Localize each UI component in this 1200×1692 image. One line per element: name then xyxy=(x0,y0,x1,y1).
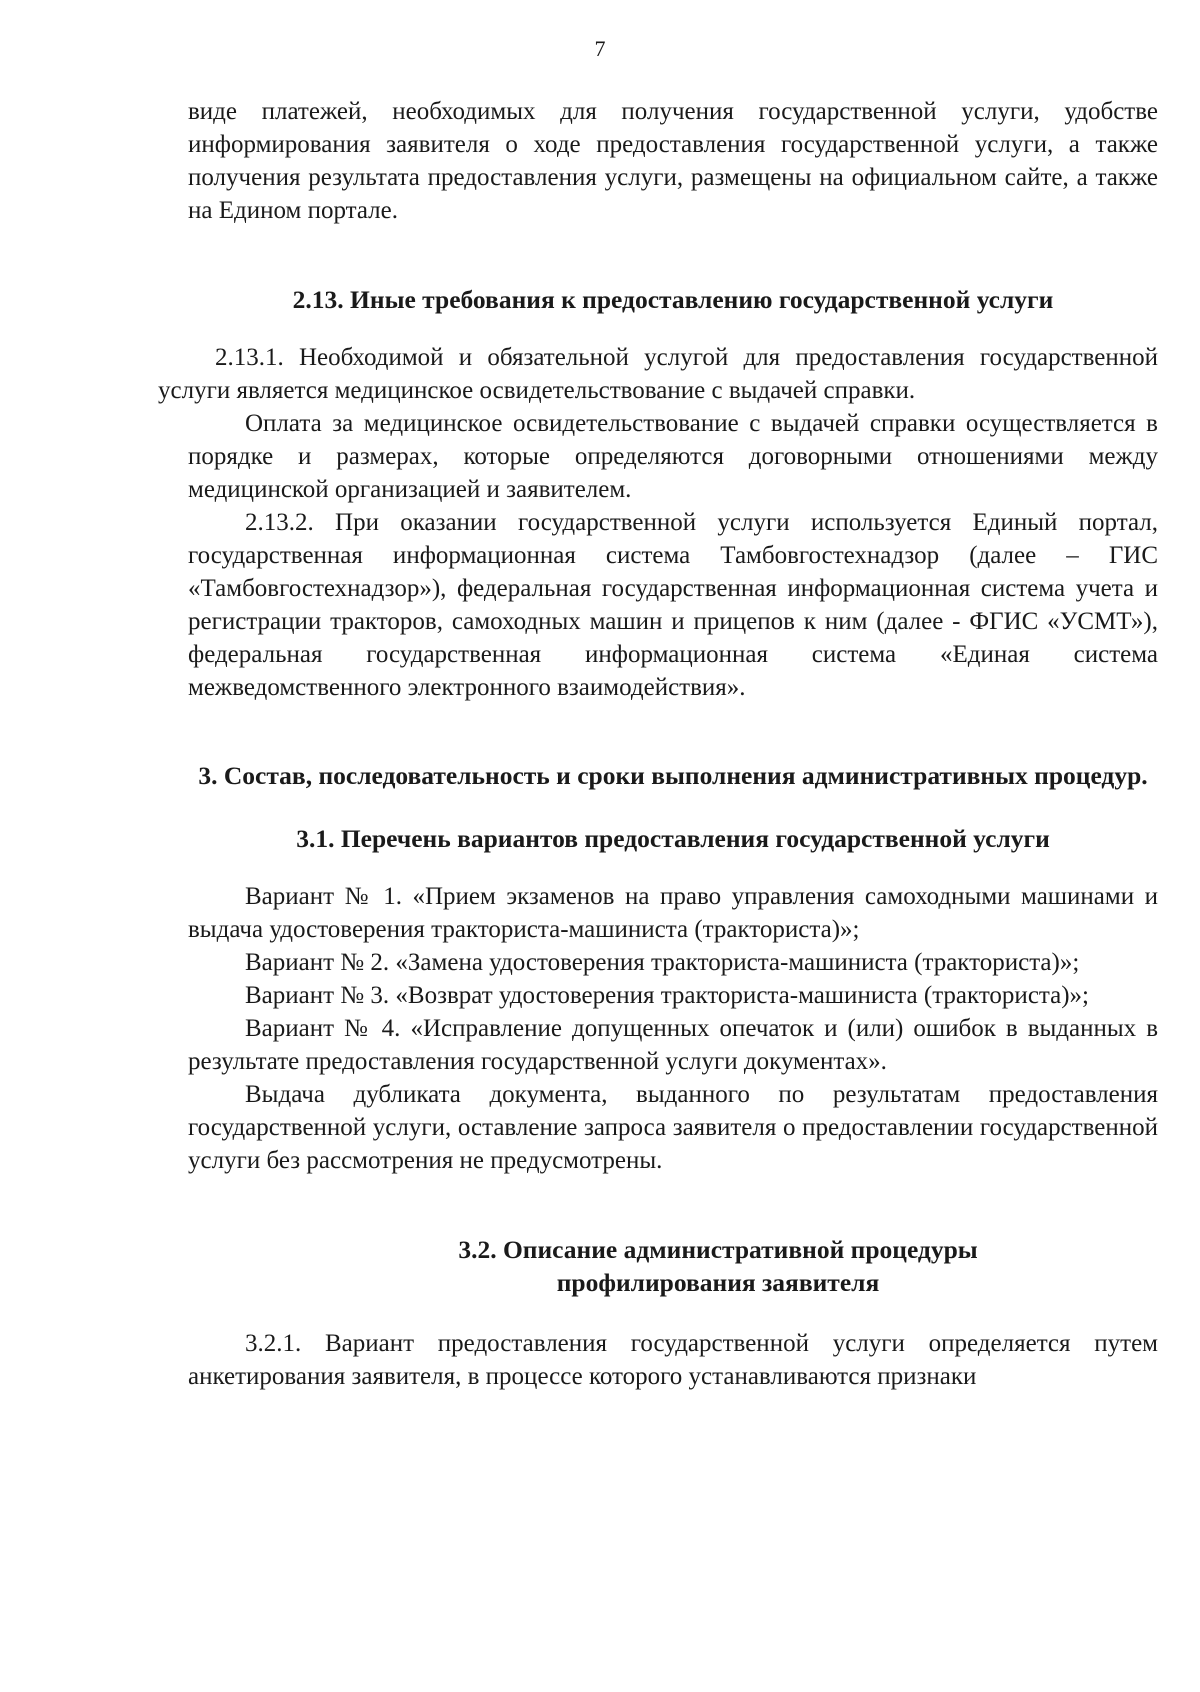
page-number: 7 xyxy=(594,36,606,61)
section-heading-3: 3. Состав, последовательность и сроки выполнения административных процедур. xyxy=(198,761,1148,790)
paragraph-continuation: виде платежей, необходимых для получения государственной услуги, удобстве информирования заявителя о ходе предоставления государственной услуги, а также получения результата предоставления услуги, размещены на официальном сайте, а также на Едином портале. xyxy=(188,98,1158,224)
variant-4: Вариант № 4. «Исправление допущенных опечаток и (или) ошибок в выданных в результате предоставления государственной услуги документах». xyxy=(188,1015,1158,1075)
paragraph-2-13-2: 2.13.2. При оказании государственной услуги используется Единый портал, государственная информационная система Тамбовгостехнадзор (далее – ГИС «Тамбовгостехнадзор»), федеральная государственная информационная система учета и регистрации тракторов, самоходных машин и прицепов к ним (далее - ФГИС «УСМТ»), федеральная государственная информационная система «Единая система межведомственного электронного взаимодействия». xyxy=(188,509,1158,701)
variant-3: Вариант № 3. «Возврат удостоверения тракториста-машиниста (тракториста)»; xyxy=(245,982,1090,1009)
section-heading-3-2: 3.2. Описание административной процедуры профилирования заявителя xyxy=(458,1235,978,1297)
section-heading-2-13: 2.13. Иные требования к предоставлению государственной услуги xyxy=(292,285,1054,314)
variant-1: Вариант № 1. «Прием экзаменов на право управления самоходными машинами и выдача удостоверения тракториста-машиниста (тракториста)»; xyxy=(188,883,1158,943)
paragraph-2-13-1: 2.13.1. Необходимой и обязательной услугой для предоставления государственной услуги является медицинское освидетельствование с выдачей справки. xyxy=(158,344,1158,404)
paragraph-duplicate-note: Выдача дубликата документа, выданного по результатам предоставления государственной услуги, оставление запроса заявителя о предоставлении государственной услуги без рассмотрения не предусмотрены. xyxy=(188,1081,1158,1174)
paragraph-payment: Оплата за медицинское освидетельствование с выдачей справки осуществляется в порядке и размерах, которые определяются договорными отношениями между медицинской организацией и заявителем. xyxy=(188,410,1158,503)
paragraph-3-2-1: 3.2.1. Вариант предоставления государственной услуги определяется путем анкетирования заявителя, в процессе которого устанавливаются признаки xyxy=(188,1330,1158,1390)
section-heading-3-1: 3.1. Перечень вариантов предоставления государственной услуги xyxy=(296,824,1050,853)
variant-2: Вариант № 2. «Замена удостоверения тракториста-машиниста (тракториста)»; xyxy=(245,949,1080,976)
document-body xyxy=(158,95,1158,1393)
